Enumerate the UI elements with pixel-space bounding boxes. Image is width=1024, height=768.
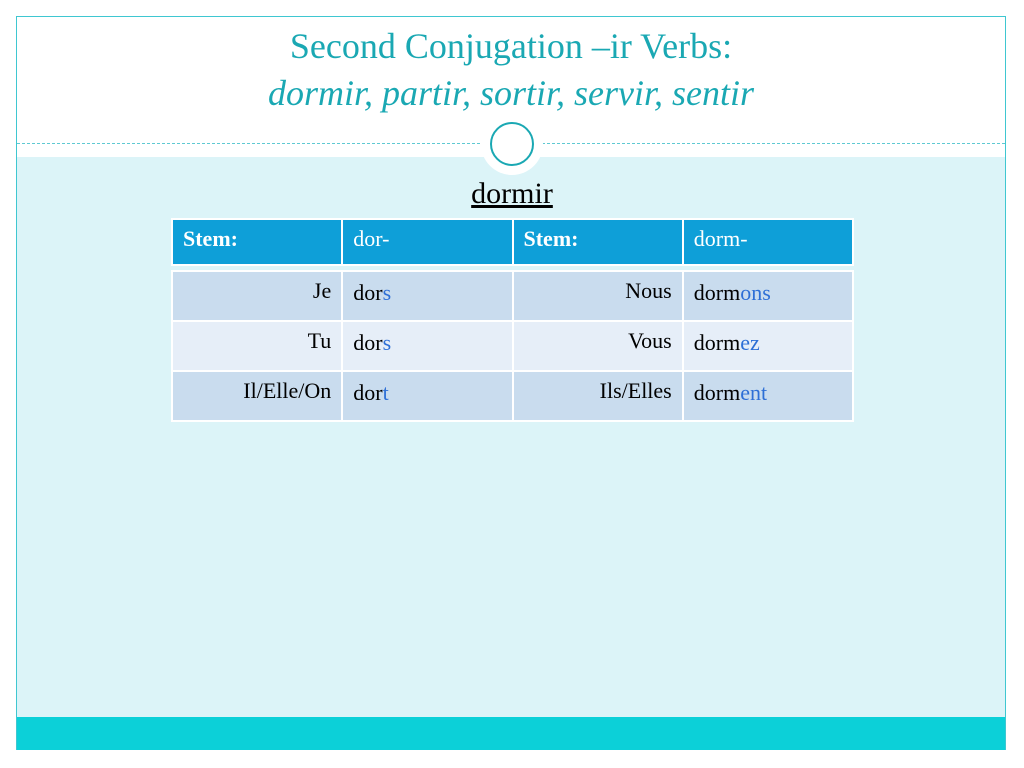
pronoun-cell: Je bbox=[172, 271, 342, 321]
form-ending: ent bbox=[740, 380, 768, 405]
form-ending: ons bbox=[740, 280, 771, 305]
conjugation-table bbox=[171, 218, 854, 422]
form-stem: dor bbox=[353, 380, 383, 405]
table-row bbox=[172, 271, 853, 321]
form-ending: ez bbox=[740, 330, 760, 355]
form-stem: dor bbox=[353, 280, 383, 305]
form-ending: s bbox=[382, 280, 392, 305]
conjugation-cell bbox=[342, 321, 512, 371]
conjugation-cell bbox=[683, 271, 853, 321]
pronoun-cell: Vous bbox=[513, 321, 683, 371]
stem-value-singular: dor- bbox=[342, 219, 512, 265]
table-header-row bbox=[172, 219, 853, 265]
verb-heading: dormir bbox=[471, 177, 553, 210]
circle-ornament-icon bbox=[481, 113, 543, 175]
conjugation-cell bbox=[342, 271, 512, 321]
table-row bbox=[172, 371, 853, 421]
form-stem: dor bbox=[353, 330, 383, 355]
pronoun-cell: Il/Elle/On bbox=[172, 371, 342, 421]
conjugation-cell bbox=[683, 321, 853, 371]
form-stem: dorm bbox=[693, 380, 741, 405]
pronoun-cell: Nous bbox=[513, 271, 683, 321]
table-row bbox=[172, 321, 853, 371]
conjugation-cell bbox=[683, 371, 853, 421]
slide-subtitle: dormir, partir, sortir, servir, sentir bbox=[267, 73, 755, 113]
pronoun-cell: Ils/Elles bbox=[513, 371, 683, 421]
bottom-bar bbox=[17, 717, 1005, 750]
form-stem: dorm bbox=[693, 280, 741, 305]
conjugation-cell bbox=[342, 371, 512, 421]
stem-label-plural: Stem: bbox=[513, 219, 683, 265]
stem-label-singular: Stem: bbox=[172, 219, 342, 265]
form-ending: s bbox=[382, 330, 392, 355]
form-stem: dorm bbox=[693, 330, 741, 355]
ornament-ring bbox=[490, 122, 534, 166]
stem-value-plural: dorm- bbox=[683, 219, 853, 265]
form-ending: t bbox=[382, 380, 389, 405]
pronoun-cell: Tu bbox=[172, 321, 342, 371]
slide-title: Second Conjugation –ir Verbs: bbox=[289, 26, 733, 66]
